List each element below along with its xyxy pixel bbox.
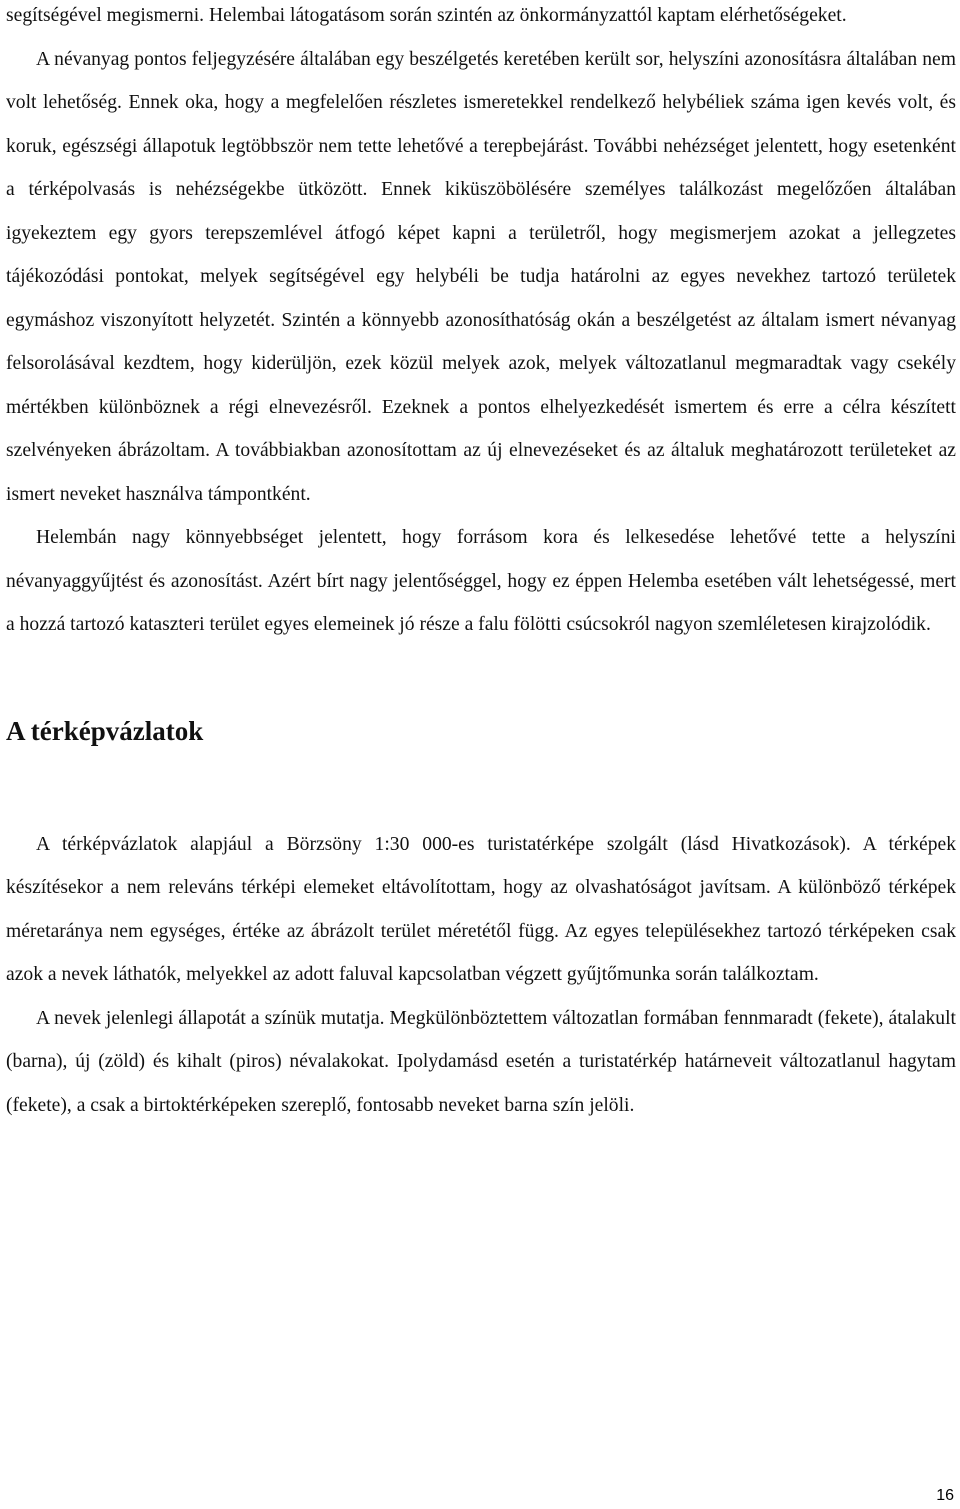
paragraph: segítségével megismerni. Helembai látogatásom során szintén az önkormányzattól kaptam elérhetőségeket. bbox=[6, 5, 847, 26]
paragraph: Helembán nagy könnyebbséget jelentett, hogy forrásom kora és lelkesedése lehetővé tette a helyszíni névanyaggyűjtést és azonosítást. Azért bírt nagy jelentőséggel, hogy ez éppen Helemba esetében vált lehetségessé, mert a hozzá tartozó kataszteri terület egyes elemeinek jó része a falu fölötti csúcsokról nagyon szemléletesen kirajzolódik. bbox=[6, 527, 956, 635]
document-page bbox=[6, 0, 956, 1127]
section-heading: A térképvázlatok bbox=[6, 715, 204, 746]
page-number: 16 bbox=[936, 1487, 954, 1504]
section-heading-block bbox=[6, 647, 956, 823]
body-text-before-heading bbox=[6, 0, 956, 647]
body-text-after-heading bbox=[6, 823, 956, 1128]
paragraph: A névanyag pontos feljegyzésére általában egy beszélgetés keretében került sor, helyszíni azonosításra általában nem volt lehetőség. Ennek oka, hogy a megfelelően részletes ismeretekkel rendelkező helybéliek száma igen kevés volt, és koruk, egészségi állapotuk legtöbbször nem tette lehetővé a terepbejárást. További nehézséget jelentett, hogy esetenként a térképolvasás is nehézségekbe ütközött. Ennek kiküszöbölésére személyes találkozást megelőzően általában igyekeztem egy gyors terepszemlével átfogó képet kapni a területről, hogy megismerjem azokat a jellegzetes tájékozódási pontokat, melyek segítségével egy helybéli be tudja határolni az egyes nevekhez tartozó területek egymáshoz viszonyított helyzetét. Szintén a könnyebb azonosíthatóság okán a beszélgetést az általam ismert névanyag felsorolásával kezdtem, hogy kiderüljön, ezek közül melyek azok, melyek változatlanul megmaradtak vagy csekély mértékben különböznek a régi elnevezésről. Ezeknek a pontos elhelyezkedését ismertem és erre a célra készített szelvényeken ábrázoltam. A továbbiakban azonosítottam az új elnevezéseket és az általuk meghatározott területeket az ismert neveket használva támpontként. bbox=[6, 48, 956, 505]
paragraph: A nevek jelenlegi állapotát a színük mutatja. Megkülönböztettem változatlan formában fennmaradt (fekete), átalakult (barna), új (zöld) és kihalt (piros) névalakokat. Ipolydamásd esetén a turistatérkép határneveit változatlanul hagytam (fekete), a csak a birtoktérképeken szereplő, fontosabb neveket barna szín jelöli. bbox=[6, 1007, 956, 1116]
paragraph: A térképvázlatok alapjául a Börzsöny 1:30 000-es turistatérképe szolgált (lásd Hivatkozások). A térképek készítésekor a nem releváns térképi elemeket eltávolítottam, hogy az olvashatóságot javítsam. A különböző térképek méretaránya nem egységes, értéke az ábrázolt terület méretétől függ. Az egyes településekhez tartozó térképeken csak azok a nevek láthatók, melyekkel az adott faluval kapcsolatban végzett gyűjtőmunka során találkoztam. bbox=[6, 833, 956, 985]
